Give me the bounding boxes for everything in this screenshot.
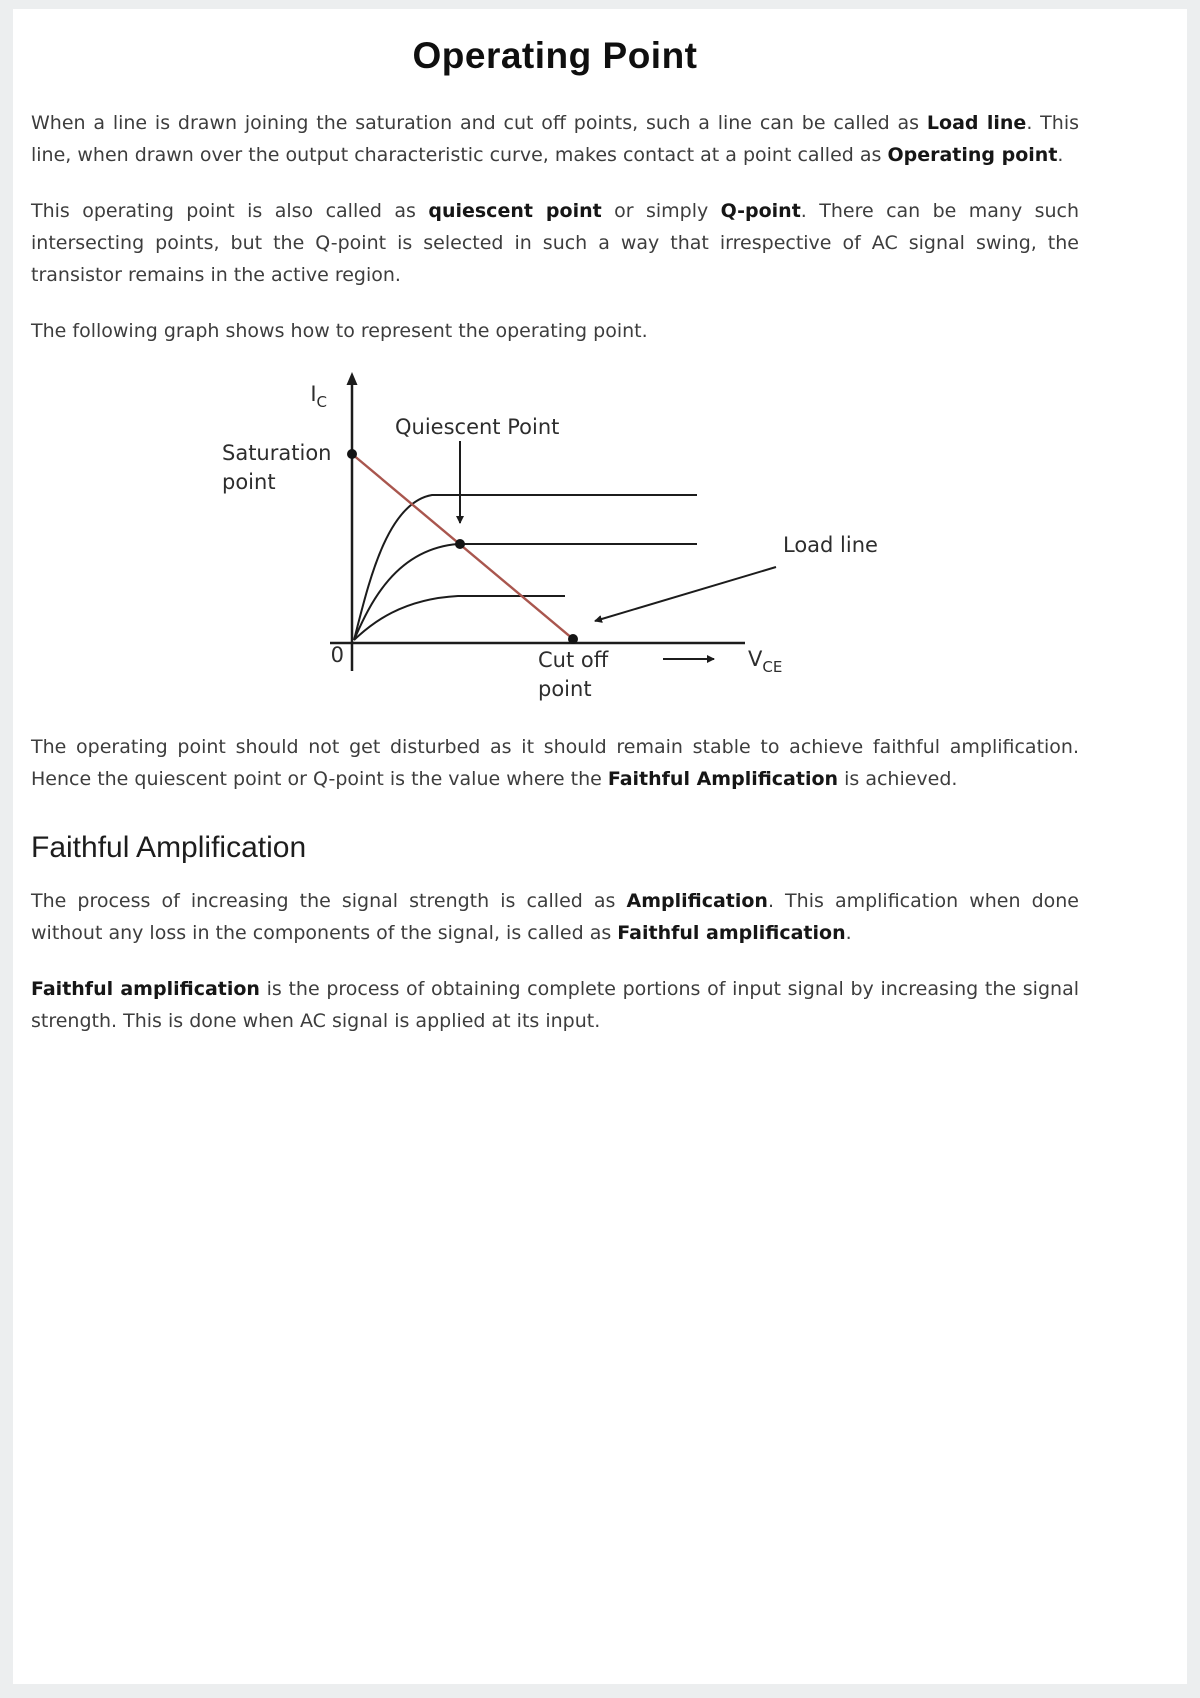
x-axis-label-sub: CE <box>762 658 783 676</box>
text-segment: . <box>845 922 852 944</box>
operating-point-graph <box>220 371 900 711</box>
paragraph-qpoint <box>31 195 1079 291</box>
paragraph-stability <box>31 731 1079 795</box>
text-segment: quiescent point <box>428 200 602 222</box>
cutoff-point-label-line2: point <box>538 677 592 701</box>
saturation-point-label-line2: point <box>222 470 276 494</box>
x-axis-label-main: V <box>748 647 763 671</box>
paragraph-load-line-intro <box>31 107 1079 171</box>
text-segment: The operating point should not get disturbed as it should remain stable to achieve faithful amplification. Hence the quiescent point or Q-point is the value where the <box>31 736 1079 790</box>
text-segment: When a line is drawn joining the saturation and cut off points, such a line can be called as <box>31 112 927 134</box>
paragraph-graph-intro <box>31 315 1079 347</box>
characteristic-curve-top <box>354 495 697 640</box>
saturation-point-dot <box>347 449 357 459</box>
text-segment: The following graph shows how to represent the operating point. <box>31 320 648 342</box>
text-segment: Q-point <box>720 200 801 222</box>
y-axis-arrowhead <box>347 372 358 385</box>
text-segment: or simply <box>601 200 721 222</box>
load-line-arrow <box>595 567 776 621</box>
saturation-point-label-line1: Saturation <box>222 441 332 465</box>
x-axis-label <box>748 647 782 676</box>
text-segment: The process of increasing the signal strength is called as <box>31 890 627 912</box>
text-segment: Faithful Amplification <box>607 768 839 790</box>
text-segment: Operating point <box>887 144 1058 166</box>
text-segment: Faithful amplification <box>31 978 260 1000</box>
paragraph-faithful-amplification-definition <box>31 973 1079 1037</box>
text-segment: . There can be many such intersecting points, but the Q-point is selected in such a way that irrespective of AC signal swing, the transistor remains in the active region. <box>31 200 1080 286</box>
text-segment: Amplification <box>626 890 768 912</box>
page-title: Operating Point <box>412 35 698 76</box>
quiescent-point-dot <box>455 539 465 549</box>
y-axis-label-main: I <box>310 382 317 406</box>
document-page <box>13 9 1187 1684</box>
text-segment: . <box>1057 144 1064 166</box>
characteristic-curve-middle <box>354 544 697 640</box>
y-axis-label-sub: C <box>316 393 327 411</box>
text-segment: . This line, when drawn over the output characteristic curve, makes contact at a point called as <box>31 112 1080 166</box>
load-line-label: Load line <box>783 533 878 557</box>
origin-label: 0 <box>330 643 344 667</box>
paragraph-amplification-definition <box>31 885 1079 949</box>
section-heading-faithful-amplification: Faithful Amplification <box>31 831 307 864</box>
characteristic-curve-bottom <box>354 596 565 640</box>
figure-container <box>31 371 1167 715</box>
text-segment: is the process of obtaining complete portions of input signal by increasing the signal strength. This is done when AC signal is applied at its input. <box>31 978 1079 1032</box>
text-segment: Load line <box>926 112 1027 134</box>
text-segment: . This amplification when done without any loss in the components of the signal, is called as <box>31 890 1079 944</box>
cutoff-point-dot <box>568 634 578 644</box>
quiescent-point-label: Quiescent Point <box>395 415 560 439</box>
cutoff-point-label-line1: Cut off <box>538 648 609 672</box>
y-axis-label <box>310 382 327 411</box>
text-segment: Faithful amplification <box>617 922 846 944</box>
text-segment: is achieved. <box>838 768 958 790</box>
text-segment: This operating point is also called as <box>31 200 429 222</box>
